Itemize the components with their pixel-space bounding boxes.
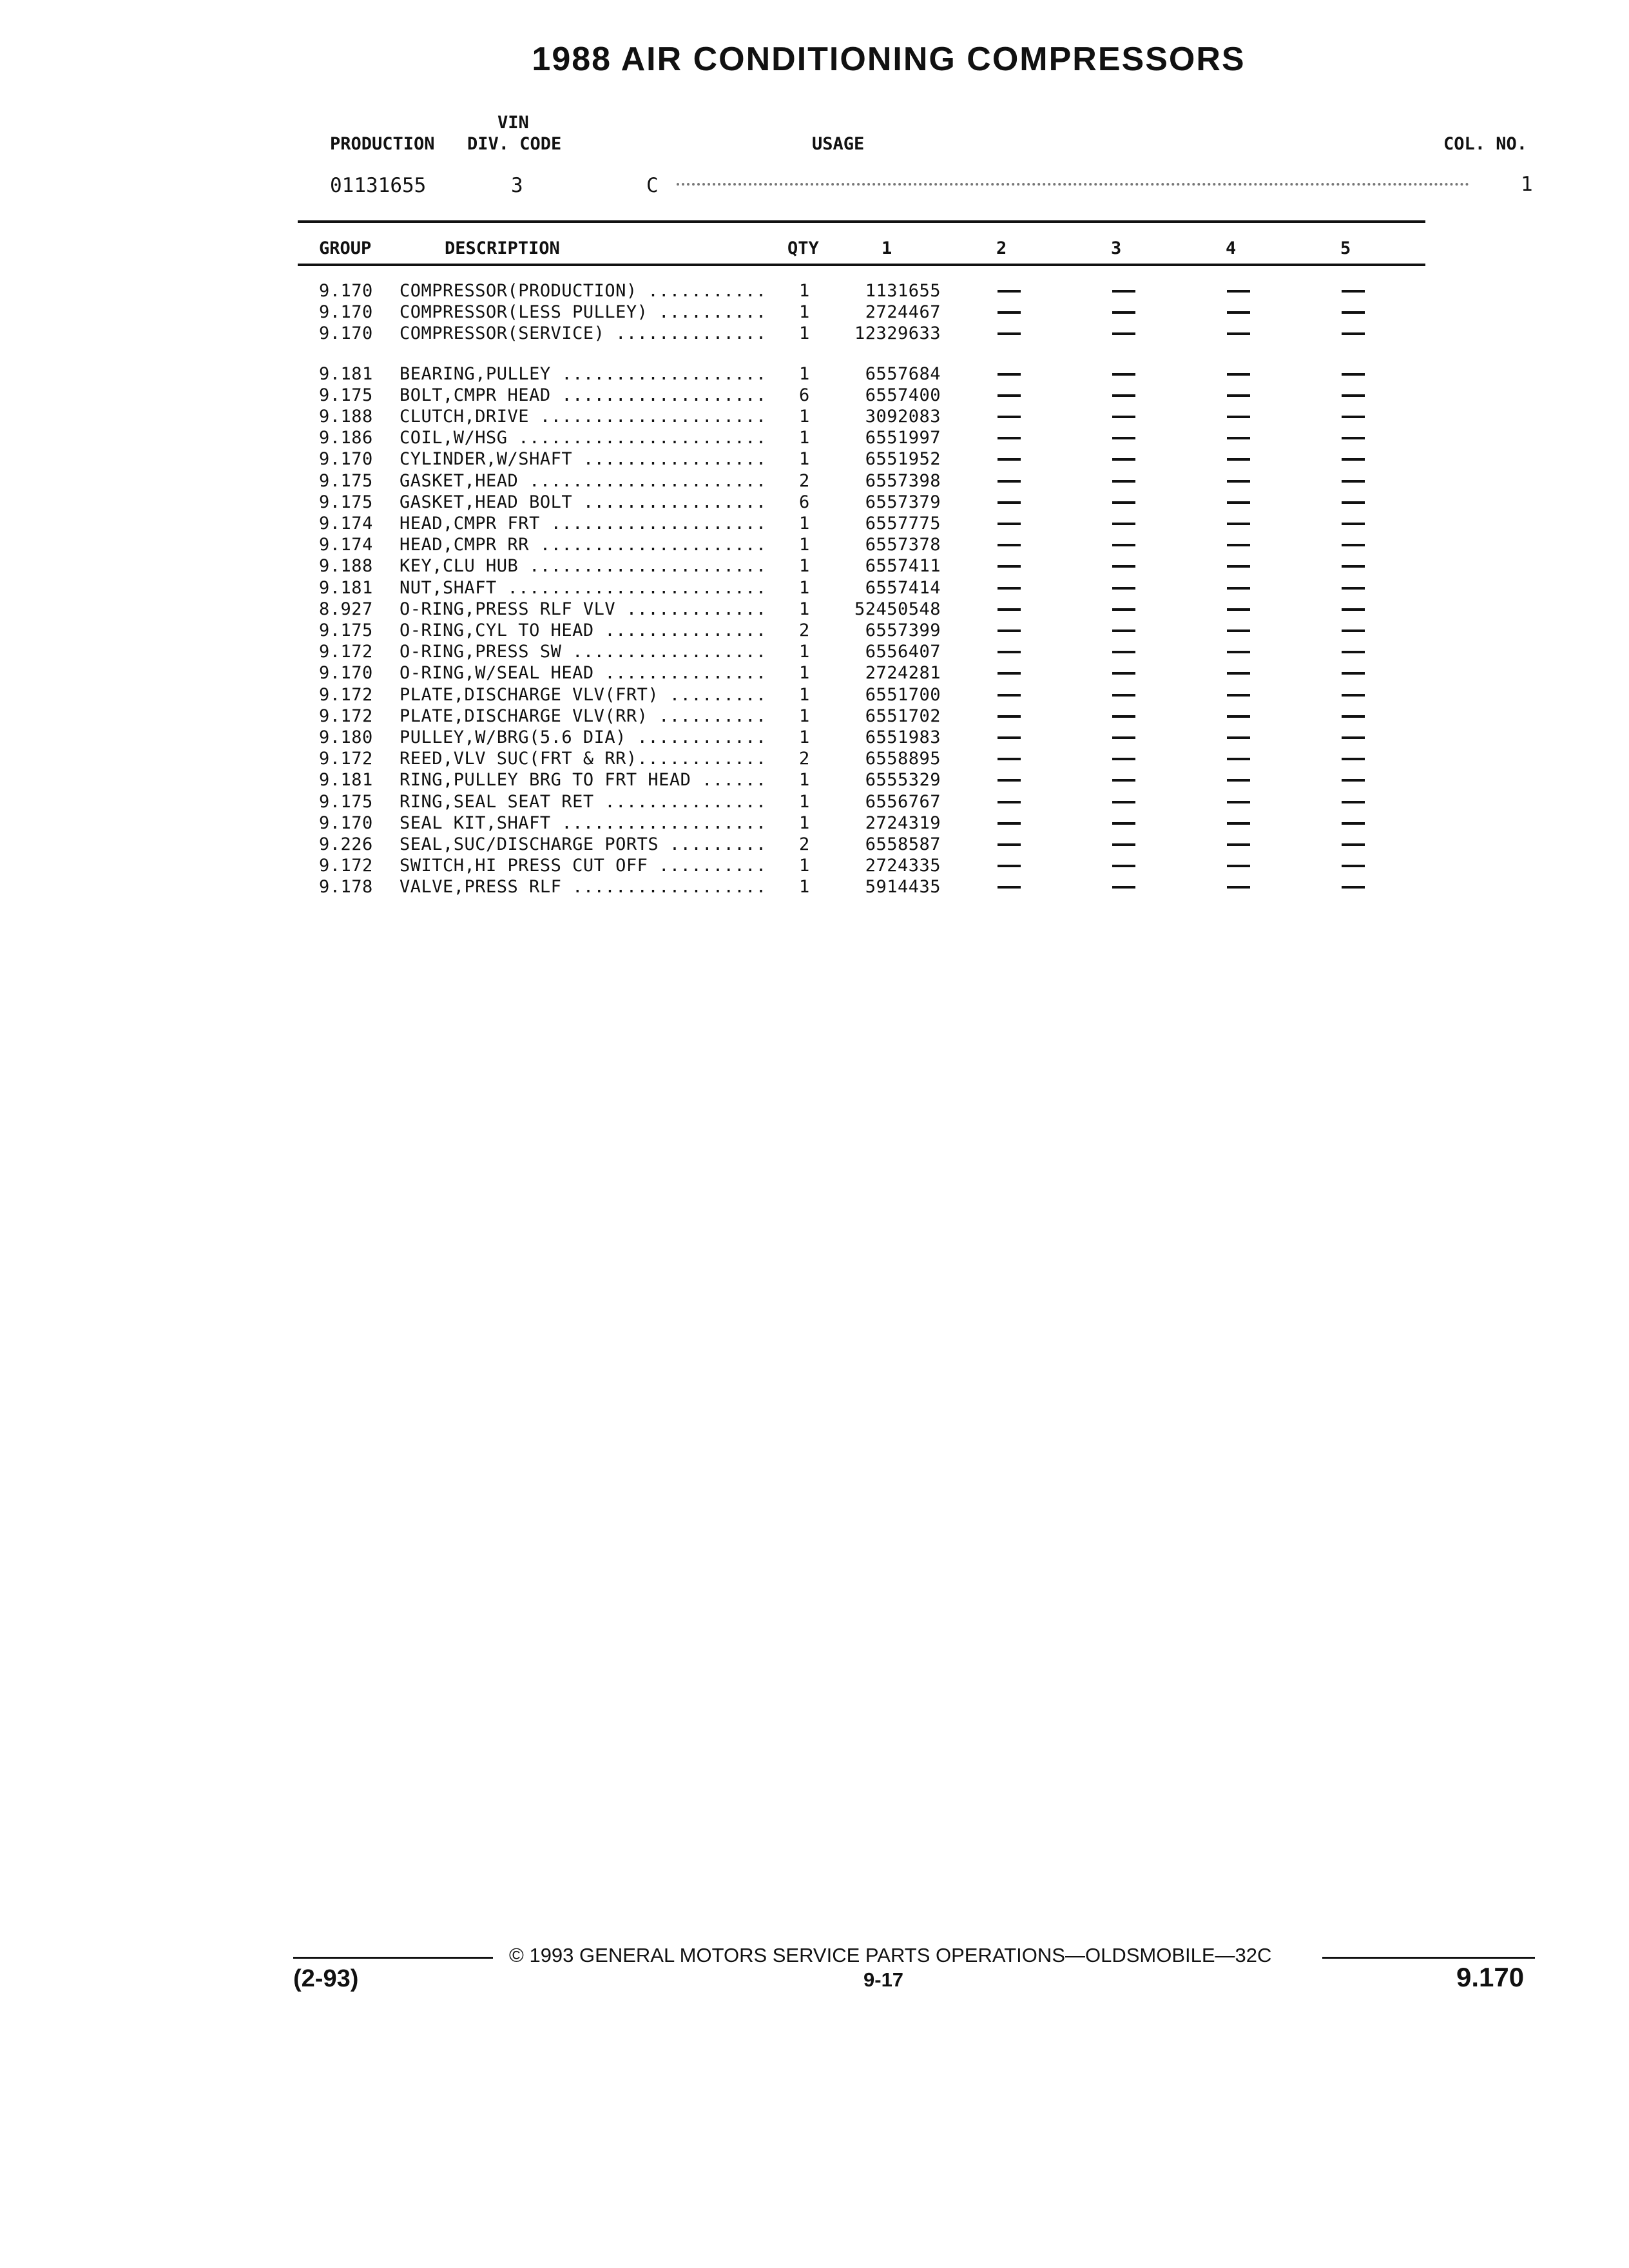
- group-cell: 9.172: [319, 684, 373, 705]
- parts-table: [0, 0, 1629, 934]
- group-cell: 9.170: [319, 323, 373, 344]
- description-cell: NUT,SHAFT ........................: [400, 577, 767, 598]
- empty-column-dash: [1227, 480, 1250, 483]
- part-number-cell: 6557411: [865, 556, 941, 577]
- empty-column-dash: [1227, 437, 1250, 439]
- empty-column-dash: [1342, 416, 1365, 418]
- empty-column-dash: [1342, 587, 1365, 590]
- table-row: [0, 620, 1629, 642]
- empty-column-dash: [1342, 758, 1365, 760]
- part-number-cell: 6557414: [865, 577, 941, 598]
- group-cell: 9.170: [319, 663, 373, 684]
- empty-column-dash: [998, 608, 1021, 611]
- qty-cell: 2: [799, 470, 810, 491]
- qty-cell: 1: [799, 812, 810, 833]
- empty-column-dash: [1342, 843, 1365, 846]
- empty-column-dash: [1342, 458, 1365, 461]
- description-cell: O-RING,W/SEAL HEAD ...............: [400, 663, 767, 684]
- col-header-5: 5: [1340, 238, 1351, 258]
- empty-column-dash: [1112, 629, 1135, 632]
- empty-column-dash: [998, 886, 1021, 889]
- table-row: [0, 749, 1629, 770]
- empty-column-dash: [998, 565, 1021, 568]
- empty-column-dash: [998, 758, 1021, 760]
- qty-cell: 2: [799, 749, 810, 769]
- qty-cell: 1: [799, 770, 810, 791]
- empty-column-dash: [1227, 629, 1250, 632]
- empty-column-dash: [1112, 480, 1135, 483]
- empty-column-dash: [1342, 480, 1365, 483]
- group-cell: 9.178: [319, 877, 373, 898]
- empty-column-dash: [1112, 672, 1135, 675]
- empty-column-dash: [998, 694, 1021, 697]
- empty-column-dash: [1227, 758, 1250, 760]
- group-cell: 9.180: [319, 727, 373, 747]
- empty-column-dash: [998, 290, 1021, 293]
- part-number-cell: 1131655: [865, 281, 941, 301]
- part-number-cell: 6557399: [865, 620, 941, 640]
- description-cell: HEAD,CMPR FRT ....................: [400, 514, 767, 533]
- table-row: [0, 385, 1629, 407]
- part-number-cell: 6551700: [865, 684, 941, 705]
- part-number-cell: 6557379: [865, 492, 941, 512]
- empty-column-dash: [1227, 501, 1250, 504]
- description-cell: REED,VLV SUC(FRT & RR)............: [400, 749, 767, 769]
- empty-column-dash: [1112, 587, 1135, 590]
- group-cell: 9.186: [319, 428, 373, 448]
- description-cell: BEARING,PULLEY ...................: [400, 363, 767, 384]
- empty-column-dash: [1342, 736, 1365, 739]
- qty-cell: 1: [799, 877, 810, 898]
- group-cell: 9.170: [319, 812, 373, 833]
- empty-column-dash: [1342, 311, 1365, 314]
- col-header-1: 1: [882, 238, 892, 258]
- empty-column-dash: [998, 629, 1021, 632]
- table-row: [0, 514, 1629, 535]
- empty-column-dash: [1112, 758, 1135, 760]
- empty-column-dash: [1342, 394, 1365, 397]
- qty-cell: 1: [799, 642, 810, 662]
- description-cell: COMPRESSOR(SERVICE) ..............: [400, 323, 767, 344]
- group-cell: 9.181: [319, 363, 373, 384]
- group-cell: 9.170: [319, 281, 373, 301]
- empty-column-dash: [998, 437, 1021, 439]
- group-cell: 9.170: [319, 302, 373, 323]
- empty-column-dash: [998, 672, 1021, 675]
- footer-rule-left: [293, 1957, 493, 1959]
- empty-column-dash: [998, 394, 1021, 397]
- description-cell: CYLINDER,W/SHAFT .................: [400, 449, 767, 470]
- empty-column-dash: [1227, 822, 1250, 825]
- description-cell: O-RING,PRESS SW ..................: [400, 642, 767, 662]
- empty-column-dash: [1112, 311, 1135, 314]
- footer-copyright: © 1993 GENERAL MOTORS SERVICE PARTS OPERATIONS—OLDSMOBILE—32C: [509, 1944, 1272, 1966]
- part-number-cell: 6551997: [865, 428, 941, 448]
- div-value: 3: [511, 174, 523, 197]
- description-cell: COMPRESSOR(LESS PULLEY) ..........: [400, 302, 767, 323]
- group-cell: 9.226: [319, 834, 373, 854]
- description-cell: VALVE,PRESS RLF ..................: [400, 877, 767, 898]
- part-number-cell: 5914435: [865, 877, 941, 898]
- qty-cell: 1: [799, 856, 810, 876]
- empty-column-dash: [1112, 608, 1135, 611]
- empty-column-dash: [998, 587, 1021, 590]
- empty-column-dash: [1227, 865, 1250, 867]
- col-header-group: GROUP: [319, 238, 372, 258]
- empty-column-dash: [1112, 544, 1135, 546]
- description-cell: KEY,CLU HUB ......................: [400, 556, 767, 577]
- empty-column-dash: [1342, 801, 1365, 803]
- empty-column-dash: [1112, 715, 1135, 718]
- empty-column-dash: [1342, 544, 1365, 546]
- qty-cell: 1: [799, 663, 810, 684]
- table-row: [0, 535, 1629, 556]
- part-number-cell: 6557775: [865, 514, 941, 533]
- group-cell: 9.188: [319, 556, 373, 577]
- empty-column-dash: [1112, 651, 1135, 653]
- table-row: [0, 770, 1629, 791]
- empty-column-dash: [1342, 886, 1365, 889]
- empty-column-dash: [1227, 523, 1250, 525]
- col-no-label: COL. NO.: [1443, 134, 1528, 154]
- empty-column-dash: [1112, 779, 1135, 782]
- table-row: [0, 449, 1629, 470]
- qty-cell: 6: [799, 385, 810, 405]
- empty-column-dash: [1227, 332, 1250, 335]
- empty-column-dash: [1112, 736, 1135, 739]
- empty-column-dash: [1112, 565, 1135, 568]
- col-header-3: 3: [1111, 238, 1122, 258]
- description-cell: SEAL KIT,SHAFT ...................: [400, 812, 767, 833]
- usage-label: USAGE: [812, 134, 865, 154]
- qty-cell: 1: [799, 706, 810, 726]
- description-cell: PULLEY,W/BRG(5.6 DIA) ............: [400, 727, 767, 747]
- production-label: PRODUCTION: [330, 134, 435, 154]
- group-cell: 9.175: [319, 620, 373, 640]
- qty-cell: 1: [799, 281, 810, 301]
- empty-column-dash: [1112, 886, 1135, 889]
- qty-cell: 1: [799, 791, 810, 812]
- group-cell: 9.175: [319, 492, 373, 512]
- usage-code: C: [646, 174, 659, 197]
- description-cell: RING,SEAL SEAT RET ...............: [400, 791, 767, 812]
- group-cell: 9.181: [319, 577, 373, 598]
- table-row: [0, 281, 1629, 302]
- empty-column-dash: [1227, 694, 1250, 697]
- empty-column-dash: [1342, 865, 1365, 867]
- empty-column-dash: [998, 332, 1021, 335]
- empty-column-dash: [1112, 501, 1135, 504]
- empty-column-dash: [1112, 801, 1135, 803]
- group-cell: 9.172: [319, 856, 373, 876]
- part-number-cell: 6558587: [865, 834, 941, 854]
- part-number-cell: 6558895: [865, 749, 941, 769]
- qty-cell: 2: [799, 620, 810, 640]
- description-cell: CLUTCH,DRIVE .....................: [400, 407, 767, 427]
- part-number-cell: 3092083: [865, 407, 941, 427]
- empty-column-dash: [1342, 523, 1365, 525]
- footer-rule-right: [1322, 1957, 1535, 1959]
- qty-cell: 1: [799, 684, 810, 705]
- empty-column-dash: [1342, 565, 1365, 568]
- qty-cell: 1: [799, 535, 810, 555]
- table-row: [0, 364, 1629, 385]
- description-cell: SWITCH,HI PRESS CUT OFF ..........: [400, 856, 767, 876]
- empty-column-dash: [1227, 843, 1250, 846]
- empty-column-dash: [998, 736, 1021, 739]
- col-header-4: 4: [1226, 238, 1237, 258]
- part-number-cell: 6557398: [865, 470, 941, 491]
- empty-column-dash: [1227, 311, 1250, 314]
- part-number-cell: 6557400: [865, 385, 941, 405]
- group-cell: 9.175: [319, 470, 373, 491]
- qty-cell: 1: [799, 599, 810, 619]
- table-row: [0, 663, 1629, 684]
- table-row: [0, 685, 1629, 706]
- empty-column-dash: [1112, 437, 1135, 439]
- empty-column-dash: [1342, 290, 1365, 293]
- empty-column-dash: [998, 865, 1021, 867]
- empty-column-dash: [1112, 865, 1135, 867]
- description-cell: SEAL,SUC/DISCHARGE PORTS .........: [400, 834, 767, 854]
- empty-column-dash: [1342, 651, 1365, 653]
- empty-column-dash: [1112, 694, 1135, 697]
- table-row: [0, 323, 1629, 345]
- production-number: 01131655: [330, 174, 427, 197]
- empty-column-dash: [1112, 416, 1135, 418]
- empty-column-dash: [1227, 779, 1250, 782]
- description-cell: HEAD,CMPR RR .....................: [400, 535, 767, 555]
- empty-column-dash: [1227, 394, 1250, 397]
- empty-column-dash: [1112, 332, 1135, 335]
- table-row: [0, 407, 1629, 428]
- empty-column-dash: [1227, 290, 1250, 293]
- qty-cell: 1: [799, 514, 810, 533]
- empty-column-dash: [1227, 736, 1250, 739]
- empty-column-dash: [1342, 672, 1365, 675]
- table-row: [0, 492, 1629, 514]
- empty-column-dash: [1112, 290, 1135, 293]
- empty-column-dash: [1112, 523, 1135, 525]
- table-row: [0, 642, 1629, 663]
- group-cell: 8.927: [319, 599, 373, 619]
- empty-column-dash: [1112, 458, 1135, 461]
- col-header-description: DESCRIPTION: [445, 238, 560, 258]
- empty-column-dash: [998, 651, 1021, 653]
- empty-column-dash: [998, 801, 1021, 803]
- table-row: [0, 834, 1629, 856]
- qty-cell: 1: [799, 449, 810, 470]
- empty-column-dash: [998, 416, 1021, 418]
- empty-column-dash: [1342, 608, 1365, 611]
- qty-cell: 6: [799, 492, 810, 512]
- table-row: [0, 428, 1629, 449]
- empty-column-dash: [998, 458, 1021, 461]
- description-cell: BOLT,CMPR HEAD ...................: [400, 385, 767, 405]
- empty-column-dash: [998, 544, 1021, 546]
- part-number-cell: 6551952: [865, 449, 941, 470]
- col-header-qty: QTY: [787, 238, 819, 258]
- empty-column-dash: [1342, 822, 1365, 825]
- empty-column-dash: [1112, 822, 1135, 825]
- group-cell: 9.172: [319, 706, 373, 726]
- group-cell: 9.188: [319, 407, 373, 427]
- empty-column-dash: [998, 373, 1021, 376]
- group-cell: 9.172: [319, 749, 373, 769]
- col-no-value: 1: [1521, 173, 1533, 196]
- qty-cell: 1: [799, 428, 810, 448]
- qty-cell: 1: [799, 323, 810, 344]
- table-row: [0, 599, 1629, 620]
- table-row: [0, 856, 1629, 877]
- empty-column-dash: [1227, 715, 1250, 718]
- qty-cell: 1: [799, 363, 810, 384]
- empty-column-dash: [998, 715, 1021, 718]
- empty-column-dash: [1342, 779, 1365, 782]
- qty-cell: 1: [799, 302, 810, 323]
- description-cell: COIL,W/HSG .......................: [400, 428, 767, 448]
- part-number-cell: 6556767: [865, 791, 941, 812]
- qty-cell: 2: [799, 834, 810, 854]
- empty-column-dash: [1227, 672, 1250, 675]
- empty-column-dash: [1227, 801, 1250, 803]
- empty-column-dash: [1112, 843, 1135, 846]
- empty-column-dash: [1227, 544, 1250, 546]
- empty-column-dash: [998, 311, 1021, 314]
- part-number-cell: 6556407: [865, 642, 941, 662]
- part-number-cell: 6555329: [865, 770, 941, 791]
- empty-column-dash: [998, 779, 1021, 782]
- qty-cell: 1: [799, 577, 810, 598]
- page-title: 1988 AIR CONDITIONING COMPRESSORS: [532, 41, 1246, 78]
- group-cell: 9.170: [319, 449, 373, 470]
- footer-page-number: 9-17: [863, 1968, 904, 1991]
- table-row: [0, 813, 1629, 834]
- footer-section-number: 9.170: [1456, 1962, 1525, 1992]
- empty-column-dash: [1112, 394, 1135, 397]
- qty-cell: 1: [799, 556, 810, 577]
- group-cell: 9.174: [319, 514, 373, 533]
- group-cell: 9.174: [319, 535, 373, 555]
- empty-column-dash: [1227, 886, 1250, 889]
- qty-cell: 1: [799, 727, 810, 747]
- empty-column-dash: [1342, 629, 1365, 632]
- part-number-cell: 6557378: [865, 535, 941, 555]
- empty-column-dash: [1342, 332, 1365, 335]
- empty-column-dash: [1227, 587, 1250, 590]
- part-number-cell: 2724335: [865, 856, 941, 876]
- vin-label: VIN: [497, 113, 529, 133]
- group-cell: 9.175: [319, 385, 373, 405]
- part-number-cell: 12329633: [854, 323, 941, 344]
- description-cell: GASKET,HEAD BOLT .................: [400, 492, 767, 512]
- div-code-label: DIV. CODE: [467, 134, 562, 154]
- table-row: [0, 556, 1629, 577]
- description-cell: PLATE,DISCHARGE VLV(RR) ..........: [400, 706, 767, 726]
- empty-column-dash: [998, 480, 1021, 483]
- empty-column-dash: [1342, 715, 1365, 718]
- table-row: [0, 471, 1629, 492]
- group-cell: 9.175: [319, 791, 373, 812]
- table-row: [0, 877, 1629, 898]
- empty-column-dash: [1227, 458, 1250, 461]
- part-number-cell: 6551702: [865, 706, 941, 726]
- empty-column-dash: [998, 822, 1021, 825]
- description-cell: GASKET,HEAD ......................: [400, 470, 767, 491]
- col-header-2: 2: [996, 238, 1007, 258]
- part-number-cell: 2724467: [865, 302, 941, 323]
- part-number-cell: 2724281: [865, 663, 941, 684]
- description-cell: PLATE,DISCHARGE VLV(FRT) .........: [400, 684, 767, 705]
- empty-column-dash: [998, 501, 1021, 504]
- table-row: [0, 706, 1629, 727]
- table-row: [0, 578, 1629, 599]
- group-cell: 9.181: [319, 770, 373, 791]
- group-cell: 9.172: [319, 642, 373, 662]
- empty-column-dash: [1227, 416, 1250, 418]
- table-row: [0, 792, 1629, 813]
- empty-column-dash: [998, 843, 1021, 846]
- empty-column-dash: [1112, 373, 1135, 376]
- footer-date-code: (2-93): [293, 1965, 359, 1992]
- empty-column-dash: [1227, 608, 1250, 611]
- empty-column-dash: [1227, 373, 1250, 376]
- description-cell: O-RING,PRESS RLF VLV .............: [400, 599, 767, 619]
- table-row: [0, 727, 1629, 749]
- part-number-cell: 2724319: [865, 812, 941, 833]
- empty-column-dash: [1342, 437, 1365, 439]
- part-number-cell: 52450548: [854, 599, 941, 619]
- description-cell: COMPRESSOR(PRODUCTION) ...........: [400, 281, 767, 301]
- qty-cell: 1: [799, 407, 810, 427]
- empty-column-dash: [1227, 651, 1250, 653]
- empty-column-dash: [1342, 501, 1365, 504]
- empty-column-dash: [1227, 565, 1250, 568]
- table-row: [0, 302, 1629, 323]
- part-number-cell: 6557684: [865, 363, 941, 384]
- empty-column-dash: [1342, 373, 1365, 376]
- empty-column-dash: [998, 523, 1021, 525]
- description-cell: O-RING,CYL TO HEAD ...............: [400, 620, 767, 640]
- part-number-cell: 6551983: [865, 727, 941, 747]
- description-cell: RING,PULLEY BRG TO FRT HEAD ......: [400, 770, 767, 791]
- empty-column-dash: [1342, 694, 1365, 697]
